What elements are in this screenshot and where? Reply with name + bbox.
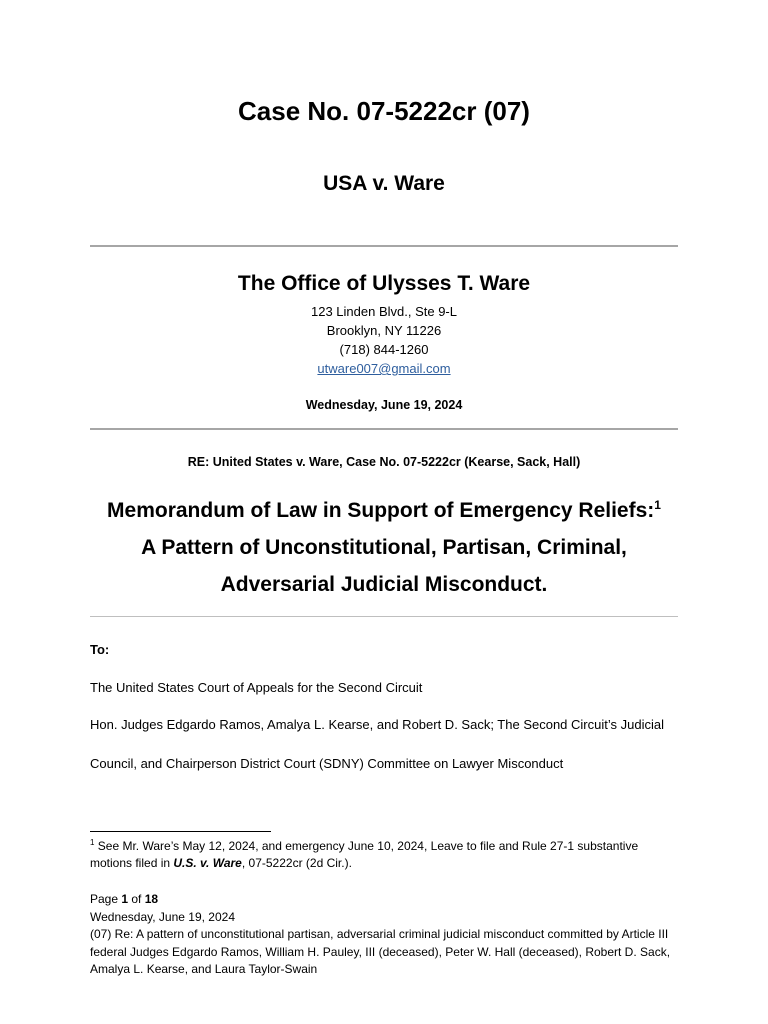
re-line: RE: United States v. Ware, Case No. 07-5222cr (Kearse, Sack, Hall) [187,455,581,469]
footnote-mark: 1 [90,838,95,847]
memo-title-line-3: Adversarial Judicial Misconduct. [220,573,548,596]
footer-description: (07) Re: A pattern of unconstitutional partisan, adversarial criminal judicial misconduct committed by Article III federal Judges Edgardo Ramos, William H. Pauley, III (deceased), Peter W. Hall (deceased), Robert D. Sack, Amalya L. Kearse, and Laura Taylor-Swain [90,927,671,976]
footnote-case-name: U.S. v. Ware [173,856,242,870]
address-line-2: Brooklyn, NY 11226 [326,323,442,338]
office-name: The Office of Ulysses T. Ware [237,272,531,295]
case-title: USA v. Ware [323,172,445,195]
footer-date: Wednesday, June 19, 2024 [90,909,235,924]
page-number: Page 1 of 18 [90,892,159,906]
memo-title-line-1: Memorandum of Law in Support of Emergency Reliefs: [107,499,655,522]
addressee-court: The United States Court of Appeals for the Second Circuit [90,680,423,695]
letter-date: Wednesday, June 19, 2024 [305,398,463,412]
address-line-1: 123 Linden Blvd., Ste 9-L [311,304,457,319]
footnote-reference[interactable]: 1 [654,498,661,512]
page-footer [90,891,678,979]
phone-number: (718) 844-1260 [339,342,429,357]
email-link[interactable]: utware007@gmail.com [317,361,451,376]
footnote-separator [90,831,271,832]
divider [90,428,678,430]
case-number: Case No. 07-5222cr (07) [238,96,530,126]
addressee-council: Council, and Chairperson District Court (SDNY) Committee on Lawyer Misconduct [90,756,564,771]
page-current: 1 [121,892,129,906]
memo-title [90,492,678,603]
footnote [90,838,678,872]
divider [90,245,678,247]
page-total: 18 [144,892,159,906]
addressee-judges: Hon. Judges Edgardo Ramos, Amalya L. Kearse, and Robert D. Sack; The Second Circuit’s Judicial [90,717,664,732]
footnote-text-2: , 07-5222cr (2d Cir.). [241,856,352,870]
footnote-text-1: See Mr. Ware’s May 12, 2024, and emergency June 10, 2024, Leave to file and Rule 27-1 substantive motions filed in [90,839,639,870]
memo-title-line-2: A Pattern of Unconstitutional, Partisan, Criminal, [141,536,627,559]
office-address [90,302,678,378]
divider [90,616,678,617]
to-label: To: [90,642,110,657]
